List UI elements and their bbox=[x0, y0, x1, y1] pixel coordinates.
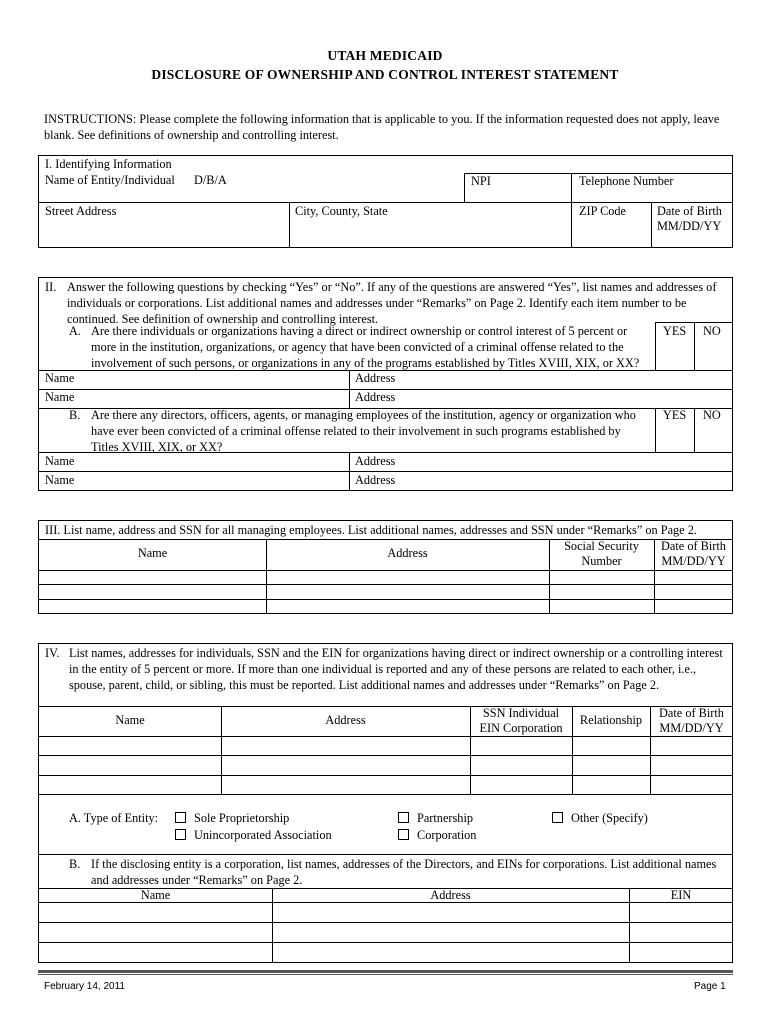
question-b-text: Are there any directors, officers, agents, or managing employees of the institution, agency or organization who have ever been convicted of a criminal offense related to their involvement in such programs established by Titles XVIII, XIX, or XX? bbox=[91, 408, 636, 454]
question-a-letter: A. bbox=[69, 324, 81, 338]
question-b-yes-box[interactable]: YES bbox=[663, 408, 687, 422]
other-option[interactable]: Other (Specify) bbox=[552, 811, 648, 827]
corporation-checkbox[interactable] bbox=[398, 829, 409, 840]
iv-col-ssn-header: SSN Individual bbox=[482, 706, 560, 720]
question-b-address-2[interactable]: Address bbox=[355, 473, 396, 487]
entity-name-field[interactable]: Name of Entity/Individual bbox=[45, 173, 175, 187]
corporation-option[interactable]: Corporation bbox=[398, 828, 476, 844]
question-a-name-1[interactable]: Name bbox=[45, 371, 75, 385]
iv-col-address-header: Address bbox=[325, 713, 366, 727]
question-b-name-1[interactable]: Name bbox=[45, 454, 75, 468]
form-subtitle: DISCLOSURE OF OWNERSHIP AND CONTROL INTEREST STATEMENT bbox=[151, 67, 619, 82]
col-ssn-header-2: Number bbox=[581, 554, 622, 568]
dob-label[interactable]: Date of Birth bbox=[657, 204, 722, 218]
section-1-identifying-info bbox=[38, 155, 733, 248]
question-a-text: Are there individuals or organizations having a direct or indirect ownership or control interest of 5 percent or more in the institution, organizations, or agency that have been convicted of a criminal offense related to the involvement of such persons, or organizations in any of the programs established by Titles XVIII, XIX, or XX? bbox=[91, 324, 640, 370]
city-county-state-field[interactable]: City, County, State bbox=[295, 204, 388, 218]
sole-proprietorship-checkbox[interactable] bbox=[175, 812, 186, 823]
section-2-instructions: Answer the following questions by checking “Yes” or “No”. If any of the questions are answered “Yes”, list names and addresses of individuals or corporations. List additional names and addresses under “Remarks” on Page 2. Identify each item number to be continued. See definition of ownership and controlling interest. bbox=[67, 280, 717, 326]
iv-col-ein-header: EIN Corporation bbox=[479, 721, 563, 735]
question-a-address-2[interactable]: Address bbox=[355, 390, 396, 404]
unincorporated-association-checkbox[interactable] bbox=[175, 829, 186, 840]
b-col-name-header: Name bbox=[140, 888, 171, 902]
question-b-letter: B. bbox=[69, 408, 81, 422]
form-title: UTAH MEDICAID bbox=[327, 48, 443, 63]
iv-col-dob-header-2: MM/DD/YY bbox=[659, 721, 724, 735]
partnership-option[interactable]: Partnership bbox=[398, 811, 473, 827]
dob-format: MM/DD/YY bbox=[657, 219, 722, 233]
instructions: INSTRUCTIONS: Please complete the following information that is applicable to you. If the information requested does not apply, leave blank. See definitions of ownership and controlling interest. bbox=[44, 112, 720, 142]
iv-col-relationship-header: Relationship bbox=[579, 713, 643, 727]
unincorporated-association-option[interactable]: Unincorporated Association bbox=[175, 828, 332, 844]
section-3-managing-employees bbox=[38, 520, 733, 614]
b-col-address-header: Address bbox=[430, 888, 471, 902]
footer-date: February 14, 2011 bbox=[44, 981, 125, 992]
section-4-ownership bbox=[38, 643, 733, 963]
dba-field[interactable]: D/B/A bbox=[194, 173, 227, 187]
npi-field[interactable]: NPI bbox=[471, 174, 491, 188]
footer-page-number: Page 1 bbox=[694, 981, 726, 992]
col-ssn-header: Social Security bbox=[564, 539, 639, 553]
telephone-field[interactable]: Telephone Number bbox=[579, 174, 674, 188]
section-2-questions bbox=[38, 277, 733, 491]
partnership-checkbox[interactable] bbox=[398, 812, 409, 823]
footer-rule-thin bbox=[38, 974, 733, 975]
question-b-no-box[interactable]: NO bbox=[703, 408, 721, 422]
directors-instructions: If the disclosing entity is a corporation, list names, addresses of the Directors, and EINs for corporations. List additional names and addresses under “Remarks” on Page 2. bbox=[91, 857, 717, 887]
section-2-numeral: II. bbox=[45, 280, 57, 294]
sole-proprietorship-option[interactable]: Sole Proprietorship bbox=[175, 811, 289, 827]
directors-letter: B. bbox=[69, 857, 81, 871]
question-b-name-2[interactable]: Name bbox=[45, 473, 75, 487]
section-1-heading: I. Identifying Information bbox=[45, 157, 172, 171]
col-name-header: Name bbox=[137, 546, 168, 560]
section-4-instructions: List names, addresses for individuals, SSN and the EIN for organizations having direct or indirect ownership or a controlling interest in the entity of 5 percent or more. If more than one individual is reported and any of these persons are related to each other, i.e., spouse, parent, child, or sibling, this must be reported. List additional names and addresses under “Remarks” on Page 2. bbox=[69, 646, 723, 692]
question-a-name-2[interactable]: Name bbox=[45, 390, 75, 404]
footer-rule bbox=[38, 970, 733, 973]
question-a-no-box[interactable]: NO bbox=[703, 324, 721, 338]
iv-col-name-header: Name bbox=[115, 713, 145, 727]
iv-col-dob-header: Date of Birth bbox=[659, 706, 724, 720]
section-4-numeral: IV. bbox=[45, 646, 60, 660]
entity-type-label: A. Type of Entity: bbox=[69, 811, 159, 825]
question-a-address-1[interactable]: Address bbox=[355, 371, 396, 385]
zip-code-field[interactable]: ZIP Code bbox=[579, 204, 627, 218]
col-dob-header: Date of Birth bbox=[661, 539, 726, 553]
col-address-header: Address bbox=[387, 546, 428, 560]
question-b-address-1[interactable]: Address bbox=[355, 454, 396, 468]
other-checkbox[interactable] bbox=[552, 812, 563, 823]
section-3-heading: III. List name, address and SSN for all managing employees. List additional names, addresses and SSN under “Remarks” on Page 2. bbox=[45, 523, 697, 537]
b-col-ein-header: EIN bbox=[670, 888, 692, 902]
col-dob-header-2: MM/DD/YY bbox=[661, 554, 726, 568]
question-a-yes-box[interactable]: YES bbox=[663, 324, 687, 338]
street-address-field[interactable]: Street Address bbox=[45, 204, 117, 218]
